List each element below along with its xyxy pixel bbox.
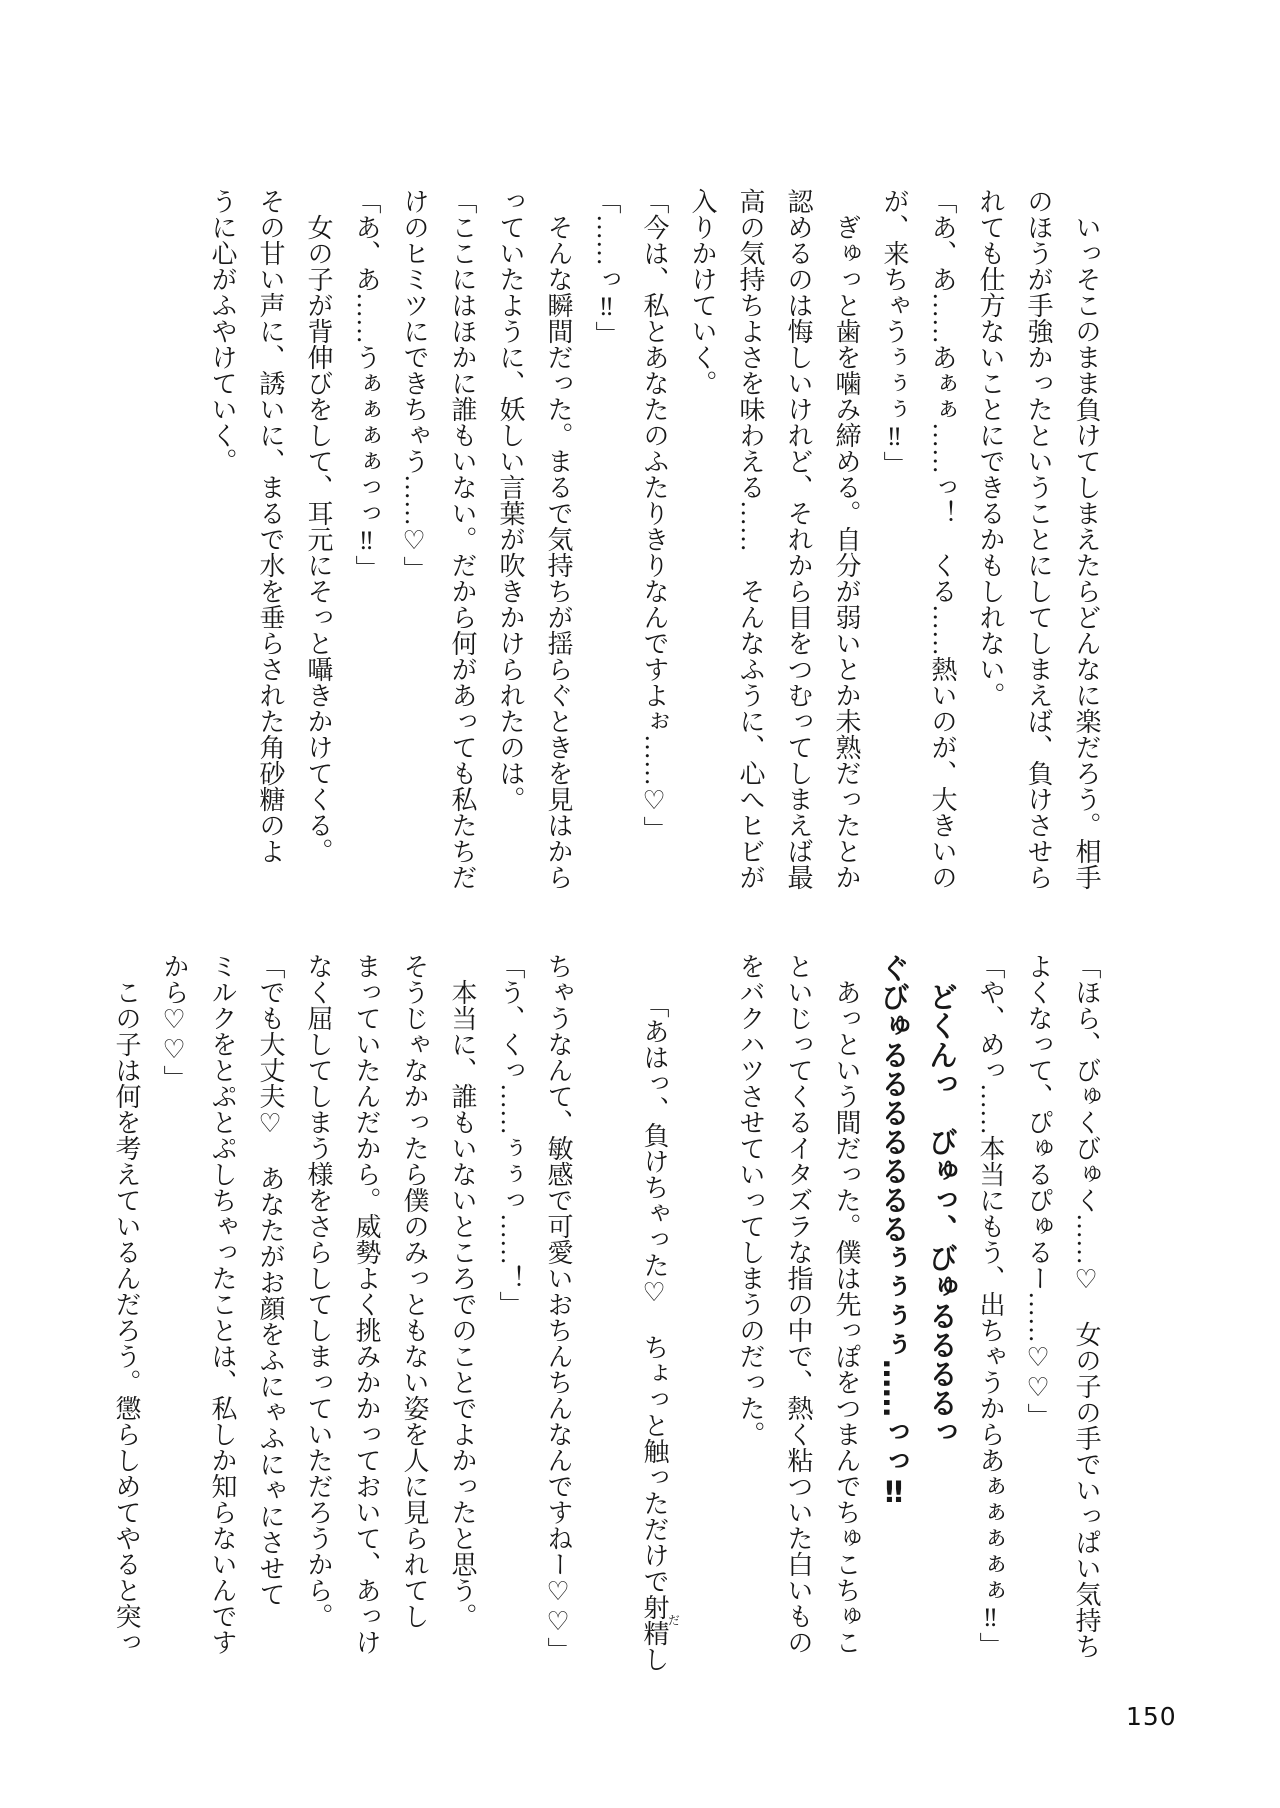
narration-line: 女の子が背伸びをして、耳元にそっと囁きかけてくる。 xyxy=(304,188,333,864)
narration-line: 入りかけていく。 xyxy=(688,188,717,396)
narration-line: いっそこのまま負けてしまえたらどんなに楽だろう。相手 xyxy=(1072,188,1101,890)
narration-line: っていたように、妖しい言葉が吹きかけられたのは。 xyxy=(496,188,525,812)
dialogue-line: 「……っ‼」 xyxy=(592,188,621,347)
dialogue-line: ちゃうなんて、敏感で可愛いおちんちんなんですねー♡♡」 xyxy=(544,953,573,1663)
narration-line: あっという間だった。僕は先っぽをつまんでちゅこちゅこ xyxy=(832,953,861,1655)
narration-line: この子は何を考えているんだろう。懲らしめてやると突っ xyxy=(112,953,141,1655)
dialogue-line: 「今は、私とあなたのふたりきりなんですよぉ……♡」 xyxy=(640,188,669,842)
dialogue-line: 「あ、あ……あぁぁ……っ！ くる……熱いのが、大きいの xyxy=(928,188,957,890)
narration-line: れても仕方ないことにできるかもしれない。 xyxy=(976,188,1005,708)
text-block-upper xyxy=(198,188,1110,890)
narration-line: 本当に、誰もいないところでのことでよかったと思う。 xyxy=(448,953,477,1629)
narration-line: まっていたんだから。威勢よく挑みかかっておいて、あっけ xyxy=(352,953,381,1655)
ruby-pre-text: 「あはっ、負けちゃった♡ ちょっと触っただけで xyxy=(640,992,669,1594)
page-number: 150 xyxy=(1126,1702,1177,1731)
sfx-line: ぐびゅるるるるるるるぅぅぅぅ……っっ‼ xyxy=(877,953,911,1509)
dialogue-line: 「ほら、びゅくびゅく……♡ 女の子の手でいっぱい気持ち xyxy=(1072,953,1101,1659)
ruby-word xyxy=(640,1594,681,1646)
narration-line: 認めるのは悔しいけれど、それから目をつむってしまえば最 xyxy=(784,188,813,890)
narration-line: ぎゅっと歯を噛み締める。自分が弱いとか未熟だったとか xyxy=(832,188,861,890)
dialogue-line: 「ここにはほかに誰もいない。だから何があっても私たちだ xyxy=(448,188,477,890)
dialogue-line: 「でも大丈夫♡ あなたがお顔をふにゃふにゃにさせて xyxy=(256,953,285,1607)
dialogue-line: けのヒミツにできちゃう……♡」 xyxy=(400,188,429,582)
narration-line: そうじゃなかったら僕のみっともない姿を人に見られてし xyxy=(400,953,429,1629)
narration-line: その甘い声に、誘いに、まるで水を垂らされた角砂糖のよ xyxy=(256,188,285,864)
narration-line: なく屈してしまう様をさらしてしまっていただろうから。 xyxy=(304,953,333,1629)
dialogue-line xyxy=(582,953,726,1672)
dialogue-line: 「や、めっ……本当にもう、出ちゃうからあぁぁぁぁぁ‼」 xyxy=(976,953,1005,1658)
dialogue-line: 「う、くっ……ぅぅっ……！」 xyxy=(496,953,525,1317)
narration-line: をバクハツさせていってしまうのだった。 xyxy=(736,953,765,1447)
dialogue-line: よくなって、ぴゅるぴゅるー……♡♡」 xyxy=(1024,953,1053,1429)
dialogue-line: 「あ、あ……うぁぁぁぁっっ‼」 xyxy=(352,188,381,581)
dialogue-line: が、来ちゃうぅぅぅ‼」 xyxy=(880,188,909,477)
narration-line: うに心がふやけていく。 xyxy=(208,188,237,474)
text-block-lower xyxy=(102,953,1110,1672)
narration-line: そんな瞬間だった。まるで気持ちが揺らぐときを見はから xyxy=(544,188,573,890)
dialogue-line: ミルクをとぷとぷしちゃったことは、私しか知らないんです xyxy=(208,953,237,1655)
narration-line: 高の気持ちよさを味わえる…… そんなふうに、心へヒビが xyxy=(736,188,765,890)
narration-line: といじってくるイタズラな指の中で、熱く粘ついた白いもの xyxy=(784,953,813,1655)
ruby-post-text: し xyxy=(640,1646,669,1672)
dialogue-line: から♡♡」 xyxy=(160,953,189,1091)
sfx-line: どくんっ びゅっ、びゅるるるるっ xyxy=(925,953,959,1446)
ruby-base: 射精 xyxy=(640,1594,669,1646)
narration-line: のほうが手強かったということにしてしまえば、負けさせら xyxy=(1024,188,1053,890)
furigana: だ xyxy=(666,1594,681,1646)
